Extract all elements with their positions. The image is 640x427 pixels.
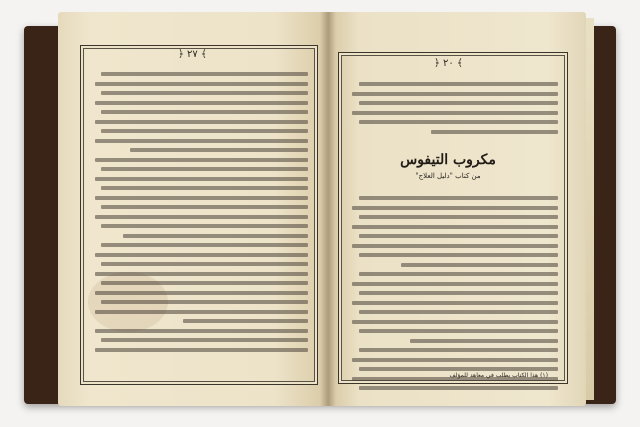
text-line: [101, 129, 308, 133]
text-line: [359, 234, 558, 238]
text-line: [95, 120, 308, 124]
text-line: [101, 224, 308, 228]
text-line: [95, 215, 308, 219]
text-line: [359, 253, 558, 257]
text-line: [359, 386, 558, 390]
text-line: [359, 310, 558, 314]
page-edges: [586, 18, 594, 400]
text-line: [359, 120, 558, 124]
text-line: [352, 358, 558, 362]
section-subheading: من كتاب "دليل العلاج": [415, 172, 481, 180]
text-line: [95, 139, 308, 143]
open-book: [24, 12, 616, 416]
text-line: [95, 348, 308, 352]
text-line: [101, 110, 308, 114]
text-line: [352, 206, 558, 210]
text-line: [359, 215, 558, 219]
left-page-number: ﴿ ٢٧ ﴾: [178, 49, 207, 60]
text-line: [95, 158, 308, 162]
text-line: [101, 91, 308, 95]
text-line: [359, 329, 558, 333]
text-line: [101, 262, 308, 266]
text-line: [95, 101, 308, 105]
text-line: [95, 272, 308, 276]
text-line: [359, 367, 558, 371]
text-line: [95, 196, 308, 200]
text-line: [359, 82, 558, 86]
text-line: [359, 101, 558, 105]
book-gutter: [320, 12, 336, 406]
text-line: [359, 196, 558, 200]
text-line: [95, 329, 308, 333]
text-line: [101, 281, 308, 285]
text-line: [95, 177, 308, 181]
text-line: [352, 111, 558, 115]
text-line: [359, 272, 558, 276]
page-footnote: (١) هذا الكتاب يطلب في معاهد للمؤلف: [449, 372, 548, 379]
text-line: [101, 167, 308, 171]
right-page-text-top: [346, 82, 558, 139]
text-line: [183, 319, 308, 323]
section-heading: مكروب التيفوس: [400, 152, 496, 168]
text-line: [359, 291, 558, 295]
text-line: [401, 263, 558, 267]
text-line: [130, 148, 308, 152]
left-page-text: [88, 72, 308, 357]
text-line: [95, 253, 308, 257]
text-line: [101, 300, 308, 304]
text-line: [101, 338, 308, 342]
text-line: [352, 92, 558, 96]
text-line: [352, 244, 558, 248]
text-line: [123, 234, 308, 238]
right-page-text-body: [346, 196, 558, 396]
right-page: [328, 12, 586, 406]
text-line: [95, 291, 308, 295]
text-line: [352, 320, 558, 324]
text-line: [95, 310, 308, 314]
text-line: [352, 282, 558, 286]
text-line: [352, 301, 558, 305]
text-line: [101, 186, 308, 190]
right-page-number: ﴿ ٢٠ ﴾: [434, 58, 463, 69]
text-line: [352, 225, 558, 229]
text-line: [101, 72, 308, 76]
text-line: [101, 243, 308, 247]
text-line: [101, 205, 308, 209]
text-line: [410, 339, 558, 343]
text-line: [95, 82, 308, 86]
text-line: [431, 130, 558, 134]
left-page: [58, 12, 328, 406]
text-line: [359, 348, 558, 352]
